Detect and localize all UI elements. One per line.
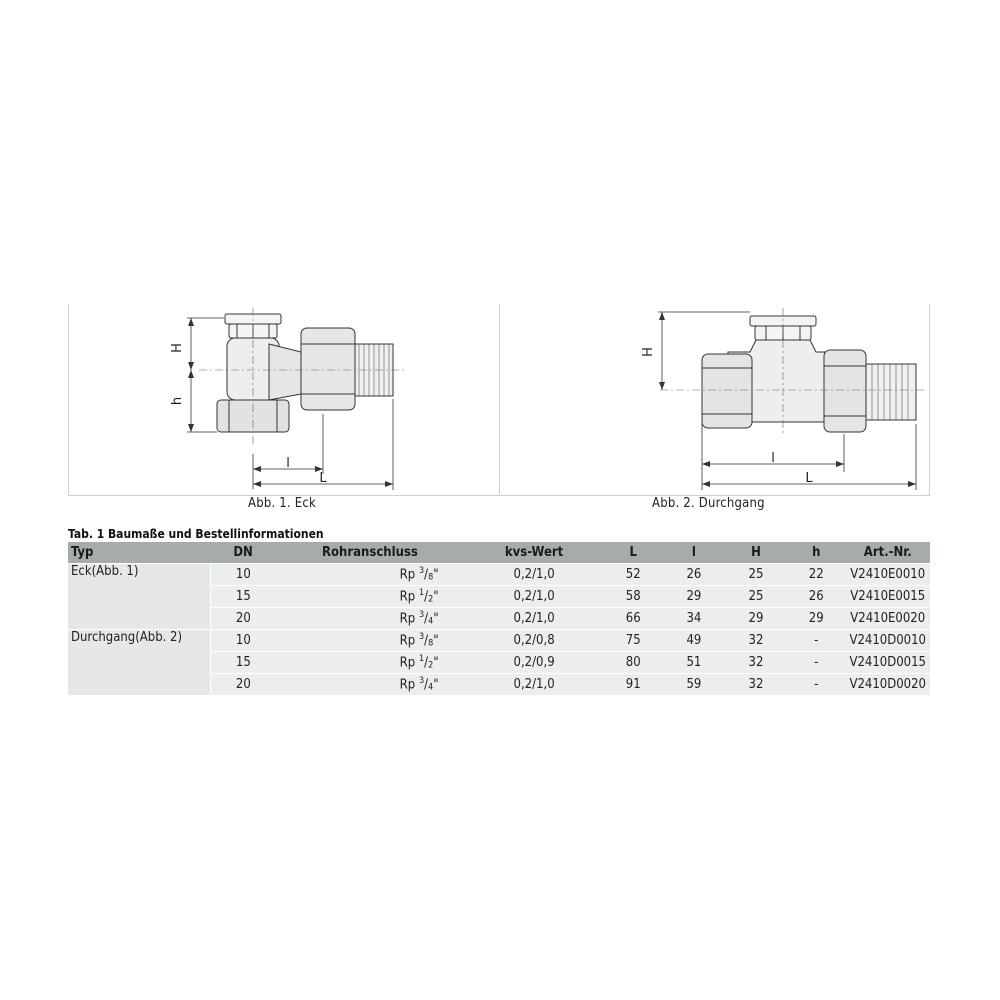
header-art: Art.-Nr. bbox=[845, 542, 930, 564]
cell-art: V2410E0020 bbox=[845, 608, 930, 630]
header-h: h bbox=[787, 542, 845, 564]
cell-h: 29 bbox=[787, 608, 845, 630]
figure-angle-valve bbox=[69, 304, 499, 494]
cell-art: V2410D0010 bbox=[845, 630, 930, 652]
cell-rohranschluss: Rp $^1$/2" bbox=[275, 652, 464, 674]
angle-valve-drawing bbox=[69, 304, 499, 494]
cell-dn: 10 bbox=[211, 630, 275, 652]
cell-rohranschluss: Rp $^3$/4" bbox=[275, 608, 464, 630]
cell-H: 32 bbox=[725, 652, 787, 674]
cell-l: 34 bbox=[663, 608, 725, 630]
cell-H: 32 bbox=[725, 630, 787, 652]
cell-H: 25 bbox=[725, 564, 787, 586]
cell-dn: 10 bbox=[211, 564, 275, 586]
cell-H: 32 bbox=[725, 674, 787, 696]
cell-dn: 20 bbox=[211, 674, 275, 696]
cell-rohranschluss: Rp $^1$/2" bbox=[275, 586, 464, 608]
cell-H: 29 bbox=[725, 608, 787, 630]
cell-L: 58 bbox=[604, 586, 663, 608]
cell-rohranschluss: Rp $^3$/4" bbox=[275, 674, 464, 696]
figures-panel bbox=[68, 304, 930, 496]
cell-rohranschluss: Rp $^3$/8" bbox=[275, 630, 464, 652]
header-L: L bbox=[604, 542, 663, 564]
cell-L: 91 bbox=[604, 674, 663, 696]
cell-dn: 15 bbox=[211, 586, 275, 608]
dim-label-l: l bbox=[771, 451, 775, 466]
cell-h: - bbox=[787, 630, 845, 652]
cell-h: 26 bbox=[787, 586, 845, 608]
header-l: l bbox=[663, 542, 725, 564]
cell-kvs: 0,2/0,9 bbox=[465, 652, 604, 674]
table-row bbox=[68, 630, 930, 652]
dim-label-H: H bbox=[170, 343, 185, 353]
cell-l: 51 bbox=[663, 652, 725, 674]
cell-L: 80 bbox=[604, 652, 663, 674]
header-kvs: kvs-Wert bbox=[465, 542, 604, 564]
cell-L: 66 bbox=[604, 608, 663, 630]
table-title: Tab. 1 Baumaße und Bestellinformationen bbox=[68, 527, 324, 541]
header-H: H bbox=[725, 542, 787, 564]
cell-l: 26 bbox=[663, 564, 725, 586]
cell-kvs: 0,2/1,0 bbox=[465, 586, 604, 608]
dimensions-table bbox=[68, 542, 930, 695]
figure-straight-valve bbox=[500, 304, 930, 494]
cell-art: V2410E0015 bbox=[845, 586, 930, 608]
header-dn: DN bbox=[211, 542, 275, 564]
cell-l: 29 bbox=[663, 586, 725, 608]
straight-valve-drawing bbox=[500, 304, 930, 494]
cell-kvs: 0,2/1,0 bbox=[465, 674, 604, 696]
header-typ: Typ bbox=[68, 542, 211, 564]
cell-L: 75 bbox=[604, 630, 663, 652]
cell-h: - bbox=[787, 652, 845, 674]
dim-label-h: h bbox=[170, 396, 185, 406]
cell-dn: 20 bbox=[211, 608, 275, 630]
dim-label-l: l bbox=[286, 456, 290, 471]
figure-caption-2: Abb. 2. Durchgang bbox=[652, 496, 765, 511]
cell-kvs: 0,2/1,0 bbox=[465, 608, 604, 630]
dim-label-L: L bbox=[319, 471, 327, 486]
cell-L: 52 bbox=[604, 564, 663, 586]
cell-art: V2410D0020 bbox=[845, 674, 930, 696]
cell-art: V2410D0015 bbox=[845, 652, 930, 674]
table-header-row bbox=[68, 542, 930, 564]
cell-rohranschluss: Rp $^3$/8" bbox=[275, 564, 464, 586]
header-rohranschluss: Rohranschluss bbox=[275, 542, 464, 564]
group-typ-durchgang: Durchgang(Abb. 2) bbox=[68, 630, 211, 696]
cell-art: V2410E0010 bbox=[845, 564, 930, 586]
table-row bbox=[68, 564, 930, 586]
dim-label-L: L bbox=[805, 471, 813, 486]
figure-caption-1: Abb. 1. Eck bbox=[248, 496, 316, 511]
cell-kvs: 0,2/1,0 bbox=[465, 564, 604, 586]
group-typ-eck: Eck(Abb. 1) bbox=[68, 564, 211, 630]
cell-l: 59 bbox=[663, 674, 725, 696]
cell-kvs: 0,2/0,8 bbox=[465, 630, 604, 652]
dim-label-H: H bbox=[641, 347, 656, 357]
cell-l: 49 bbox=[663, 630, 725, 652]
cell-dn: 15 bbox=[211, 652, 275, 674]
cell-H: 25 bbox=[725, 586, 787, 608]
cell-h: - bbox=[787, 674, 845, 696]
cell-h: 22 bbox=[787, 564, 845, 586]
